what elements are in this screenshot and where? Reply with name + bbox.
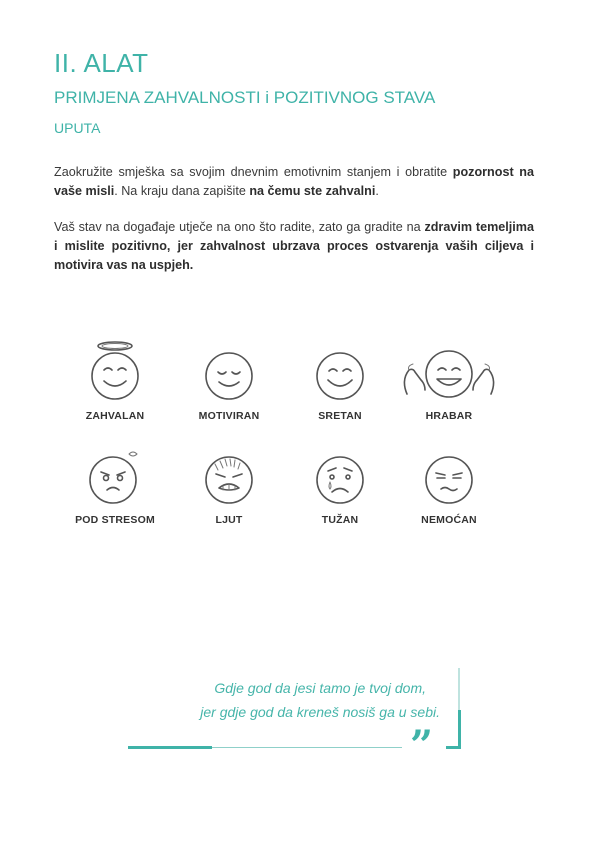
quote-underline: [212, 747, 402, 748]
quote-line-1: Gdje god da jesi tamo je tvoj dom,: [214, 680, 426, 696]
powerless-face-icon: [419, 442, 479, 508]
emotion-zahvalan[interactable]: [60, 338, 170, 422]
happy-smile-icon: [310, 338, 370, 404]
quote-marks-icon: ”: [410, 722, 434, 769]
emotion-grid: [70, 338, 530, 538]
instructions-paragraph-2: [54, 218, 534, 275]
section-title: II. ALAT: [54, 48, 149, 78]
emotion-label: SRETAN: [318, 410, 362, 422]
quote-block: [120, 660, 480, 769]
quote-divider-line: [458, 668, 460, 710]
page-subtitle: PRIMJENA ZAHVALNOSTI i POZITIVNOG STAVA: [54, 88, 436, 107]
emotion-nemocan[interactable]: [394, 442, 504, 526]
para2-text-1: Vaš stav na događaje utječe na ono što radite, zato ga gradite na: [54, 220, 425, 234]
quote-underline-accent: [128, 746, 212, 749]
emotion-pod-stresom[interactable]: [60, 442, 170, 526]
quote-corner-vertical: [458, 710, 461, 748]
instructions-paragraph-1: [54, 163, 534, 201]
instructions-heading: UPUTA: [54, 120, 101, 136]
stressed-face-icon: [85, 442, 145, 508]
strong-smile-icon: [399, 338, 499, 404]
emotion-ljut[interactable]: [174, 442, 284, 526]
sad-face-icon: [310, 442, 370, 508]
quote-corner-horizontal: [446, 746, 461, 749]
angel-smile-icon: [85, 338, 145, 404]
para1-bold-2: na čemu ste zahvalni: [249, 184, 376, 198]
content-smile-icon: [199, 338, 259, 404]
emotion-label: MOTIVIRAN: [198, 410, 260, 422]
emotion-hrabar[interactable]: [394, 338, 504, 422]
emotion-label: HRABAR: [425, 410, 473, 422]
quote-line-2: jer gdje god da kreneš nosiš ga u sebi.: [200, 704, 440, 720]
emotion-tuzan[interactable]: [285, 442, 395, 526]
emotion-label: LJUT: [215, 514, 243, 526]
para1-text-2: . Na kraju dana zapišite: [114, 184, 250, 198]
emotion-label: TUŽAN: [321, 514, 359, 526]
emotion-motiviran[interactable]: [174, 338, 284, 422]
para1-text-3: .: [375, 184, 379, 198]
para1-bold-1: pozornost na vaše misli: [54, 165, 534, 198]
para1-text-1: Zaokružite smješka sa svojim dnevnim emotivnim stanjem i obratite: [54, 165, 453, 179]
emotion-sretan[interactable]: [285, 338, 395, 422]
emotion-label: POD STRESOM: [75, 514, 155, 526]
angry-face-icon: [199, 442, 259, 508]
emotion-label: NEMOĆAN: [421, 514, 477, 526]
emotion-label: ZAHVALAN: [85, 410, 145, 422]
para2-bold-1: zdravim temeljima i mislite pozitivno, jer zahvalnost ubrzava proces ostvarenja vaših ciljeva i motivira vas na uspjeh.: [54, 220, 534, 272]
